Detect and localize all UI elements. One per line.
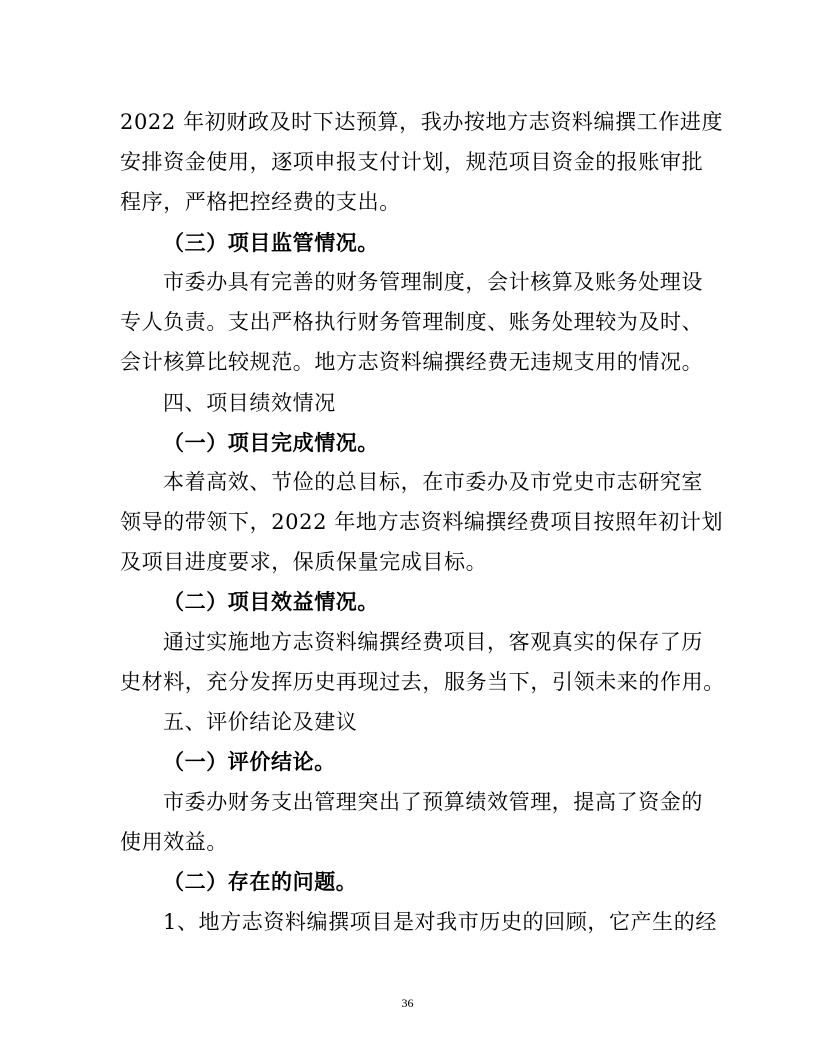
page-number: 36 (401, 996, 414, 1010)
conclusion-paragraph-line-1: 市委办财务支出管理突出了预算绩效管理，提高了资金的 (163, 790, 703, 814)
conclusion-heading: （一）评价结论。 (163, 749, 336, 774)
benefit-paragraph-line-2: 史材料，充分发挥历史再现过去，服务当下，引领未来的作用。 (120, 670, 725, 694)
benefit-heading: （二）项目效益情况。 (163, 589, 379, 614)
problems-paragraph-line-1: 1、地方志资料编撰项目是对我市历史的回顾，它产生的经 (163, 910, 717, 934)
budget-paragraph-line-2: 安排资金使用，逐项申报支付计划，规范项目资金的报账审批 (120, 150, 704, 174)
completion-paragraph-line-1: 本着高效、节俭的总目标，在市委办及市党史市志研究室 (163, 470, 703, 494)
section-five-heading: 五、评价结论及建议 (163, 710, 358, 734)
supervision-paragraph-line-3: 会计核算比较规范。地方志资料编撰经费无违规支用的情况。 (120, 350, 704, 374)
completion-paragraph-line-2: 领导的带领下，2022 年地方志资料编撰经费项目按照年初计划 (120, 510, 724, 534)
budget-paragraph-line-3: 程序，严格把控经费的支出。 (120, 190, 401, 214)
benefit-paragraph-line-1: 通过实施地方志资料编撰经费项目，客观真实的保存了历 (163, 630, 703, 654)
supervision-heading: （三）项目监管情况。 (163, 230, 379, 255)
completion-paragraph-line-3: 及项目进度要求，保质保量完成目标。 (120, 550, 488, 574)
budget-paragraph-line-1: 2022 年初财政及时下达预算，我办按地方志资料编撰工作进度 (120, 110, 724, 134)
supervision-paragraph-line-2: 专人负责。支出严格执行财务管理制度、账务处理较为及时、 (120, 310, 704, 334)
supervision-paragraph-line-1: 市委办具有完善的财务管理制度，会计核算及账务处理设 (163, 270, 703, 294)
section-four-heading: 四、项目绩效情况 (163, 391, 336, 415)
problems-heading: （二）存在的问题。 (163, 869, 358, 894)
completion-heading: （一）项目完成情况。 (163, 430, 379, 455)
conclusion-paragraph-line-2: 使用效益。 (120, 830, 228, 854)
